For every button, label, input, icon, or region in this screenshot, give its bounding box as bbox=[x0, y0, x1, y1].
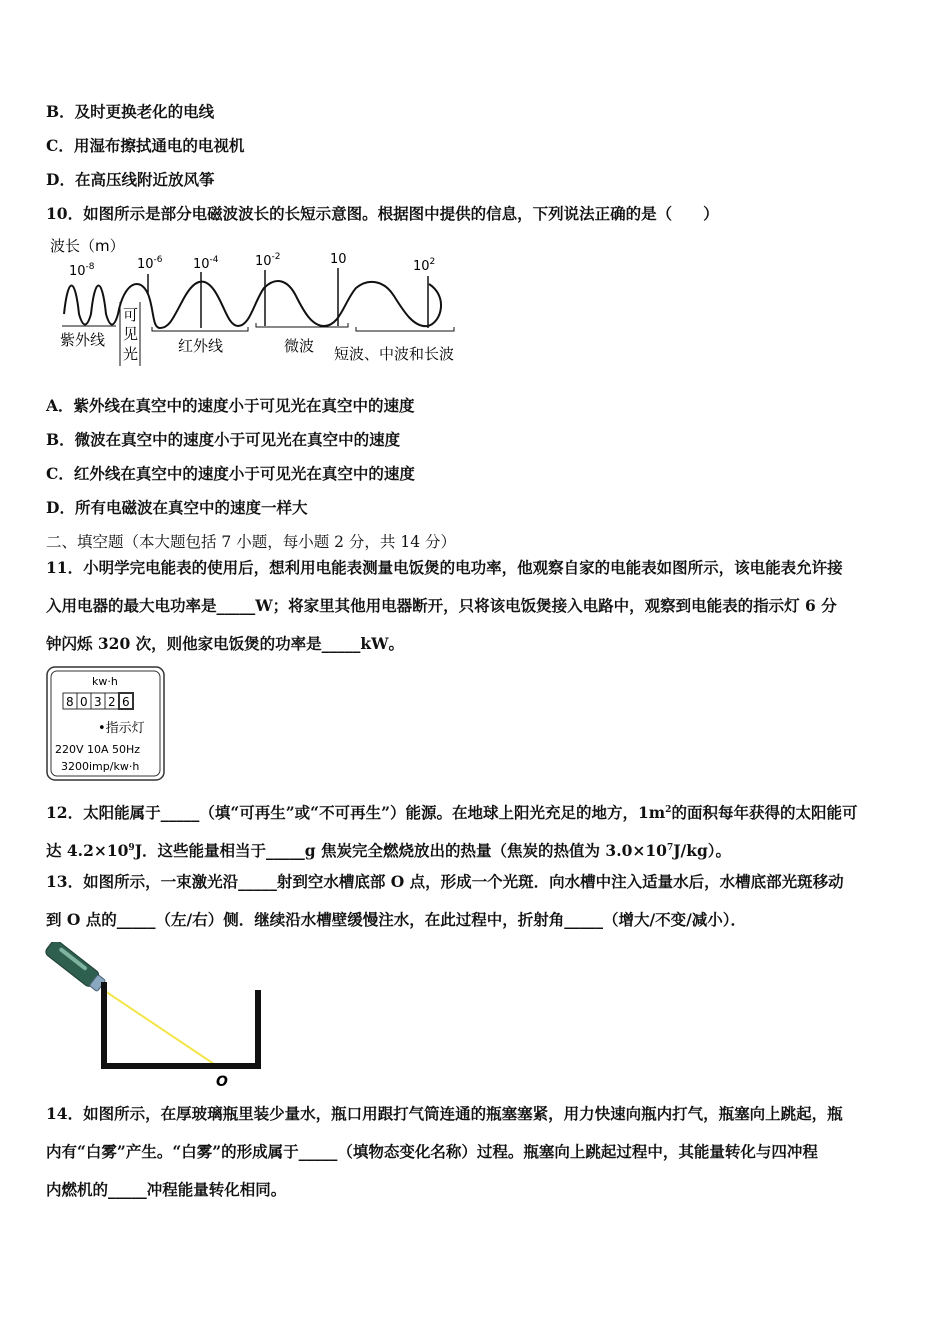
q14-line3: 内燃机的_____冲程能量转化相同。 bbox=[46, 1180, 287, 1199]
wavelength-axis-label: 波长（m） bbox=[50, 237, 125, 255]
tick-label: $10^{-6}$ bbox=[137, 255, 163, 272]
band-label-visible: 光 bbox=[123, 345, 139, 363]
q11-line1: 11．小明学完电能表的使用后，想利用电能表测量电饭煲的电功率，他观察自家的电能表如图所示，该电能表允许接 bbox=[46, 558, 843, 577]
tick-label: $10^{-8}$ bbox=[69, 262, 95, 279]
q13-line2: 到 O 点的_____（左/右）侧．继续沿水槽壁缓慢注水，在此过程中，折射角_____（增大/不变/减小）． bbox=[46, 910, 747, 929]
band-label-visible: 可 bbox=[123, 306, 139, 324]
tick-label: $10^{-4}$ bbox=[193, 255, 219, 272]
em-wavelength-figure bbox=[44, 232, 474, 372]
q10-option-b: B．微波在真空中的速度小于可见光在真空中的速度 bbox=[46, 430, 401, 449]
q14-line1: 14．如图所示，在厚玻璃瓶里装少量水，瓶口用跟打气筒连通的瓶塞塞紧，用力快速向瓶内打气，瓶塞向上跳起，瓶 bbox=[46, 1104, 843, 1123]
q12-line2: 达 $4.2\times 10^9J$．这些能量相当于_____g 焦炭完全燃烧放出的热量（焦炭的热值为 $3.0\times 10^7J/kg$）。 bbox=[46, 841, 732, 861]
q13-line1: 13．如图所示，一束激光沿_____射到空水槽底部 O 点，形成一个光斑．向水槽中注入适量水后，水槽底部光斑移动 bbox=[46, 872, 844, 891]
laser-beam bbox=[102, 989, 214, 1064]
meter-ratings: 220V 10A 50Hz bbox=[55, 743, 141, 756]
q14-line2: 内有“白雾”产生。“白雾”的形成属于_____（填物态变化名称）过程。瓶塞向上跳起过程中，其能量转化与四冲程 bbox=[46, 1142, 818, 1161]
q10-option-c: C．红外线在真空中的速度小于可见光在真空中的速度 bbox=[46, 464, 415, 483]
water-tank bbox=[104, 982, 258, 1066]
laser-tank-figure bbox=[44, 942, 274, 1090]
tick-label: $10^{-2}$ bbox=[255, 252, 281, 269]
meter-digit: 2 bbox=[108, 695, 116, 709]
band-label-radio: 短波、中波和长波 bbox=[334, 345, 455, 363]
meter-digit: 6 bbox=[122, 695, 130, 709]
q11-line2: 入用电器的最大电功率是_____W；将家里其他用电器断开，只将该电饭煲接入电路中，观察到电能表的指示灯 6 分 bbox=[46, 596, 837, 615]
section-heading: 二、填空题（本大题包括 7 小题，每小题 2 分，共 14 分） bbox=[46, 533, 457, 551]
q11-line3: 钟闪烁 320 次，则他家电饭煲的功率是_____kW。 bbox=[46, 634, 405, 653]
meter-unit: kw·h bbox=[92, 675, 118, 688]
q12-line1: 12．太阳能属于_____（填“可再生”或“不可再生”）能源。在地球上阳光充足的地方，$1m^2$的面积每年获得的太阳能可 bbox=[46, 803, 858, 823]
q10-stem: 10．如图所示是部分电磁波波长的长短示意图。根据图中提供的信息，下列说法正确的是（ ） bbox=[46, 204, 719, 223]
meter-digit: 3 bbox=[94, 695, 102, 709]
meter-digit: 8 bbox=[66, 695, 74, 709]
q9-option-d: D．在高压线附近放风筝 bbox=[46, 170, 215, 189]
laser-pointer-icon bbox=[44, 942, 107, 993]
q9-option-c: C．用湿布擦拭通电的电视机 bbox=[46, 136, 245, 155]
meter-digit: 0 bbox=[80, 695, 88, 709]
tick-label: 10 bbox=[330, 252, 347, 267]
band-label-microwave: 微波 bbox=[284, 337, 315, 355]
q10-option-a: A．紫外线在真空中的速度小于可见光在真空中的速度 bbox=[46, 396, 415, 415]
q10-option-d: D．所有电磁波在真空中的速度一样大 bbox=[46, 498, 308, 517]
band-label-infrared: 红外线 bbox=[178, 337, 224, 355]
wave-curve bbox=[64, 281, 441, 328]
meter-indicator-label: •指示灯 bbox=[98, 721, 145, 736]
tick-label: $10^2$ bbox=[413, 257, 436, 274]
energy-meter-figure bbox=[46, 666, 166, 782]
band-label-uv: 紫外线 bbox=[60, 331, 106, 349]
point-o-label: O bbox=[216, 1074, 228, 1090]
band-label-visible: 见 bbox=[123, 325, 139, 343]
q9-option-b: B．及时更换老化的电线 bbox=[46, 102, 215, 121]
meter-constant: 3200imp/kw·h bbox=[61, 760, 140, 773]
